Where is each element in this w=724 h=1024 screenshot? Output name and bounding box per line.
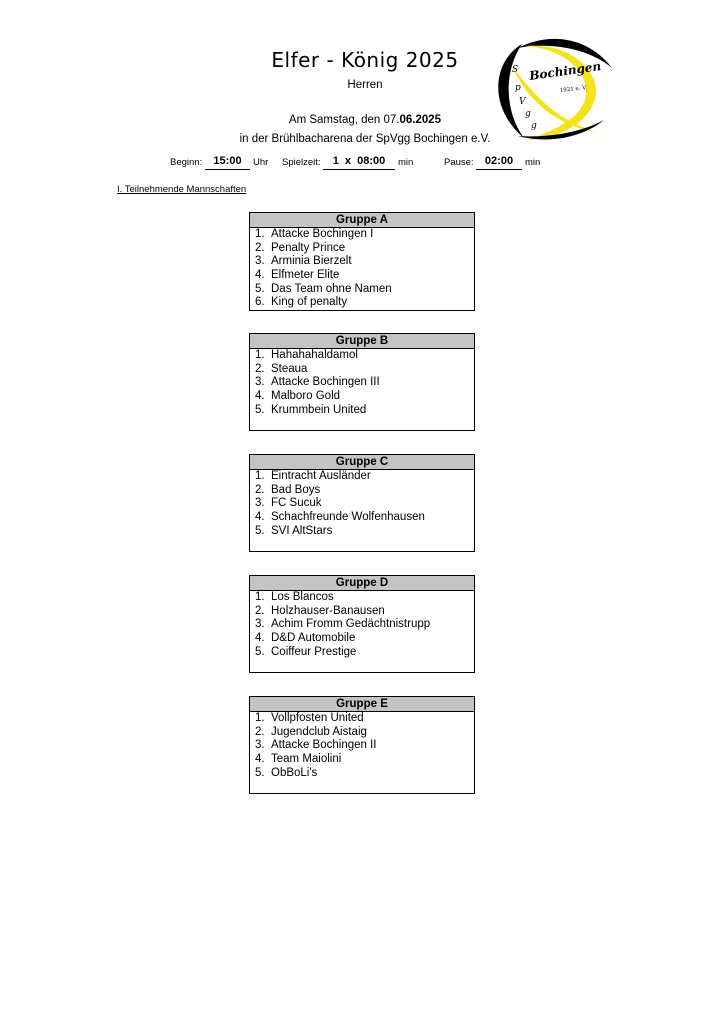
start-unit: Uhr [253,157,269,168]
team-item: 2. Holzhauser-Banausen [255,604,385,617]
team-item: 5. Coiffeur Prestige [255,645,357,658]
date-bold: 06.2025 [399,114,442,126]
group-box-d [249,575,475,673]
team-list [250,712,474,780]
page-title: Elfer - König 2025 [271,48,459,72]
group-header: Gruppe B [250,334,474,349]
group-box-a [249,212,475,311]
team-item: 3. Attacke Bochingen II [255,739,377,752]
logo-letter: S [512,65,519,75]
team-item: 5. Krummbein United [255,403,367,416]
start-label: Beginn: [170,157,203,168]
pause-unit: min [525,157,541,168]
group-header: Gruppe D [250,576,474,591]
team-item: 4. Team Maiolini [255,753,342,766]
group-box-b [249,333,475,431]
logo-letter: g [531,121,537,131]
group-header: Gruppe A [250,213,474,228]
team-list [250,470,474,538]
team-item: 2. Jugendclub Aistaig [255,725,367,738]
team-item: 1. Attacke Bochingen I [255,228,374,240]
playtime-value: 1 x 08:00 [323,155,395,170]
team-item: 5. ObBoLi's [255,766,318,779]
team-item: 1. Hahahahaldamol [255,349,358,361]
team-item: 4. Schachfreunde Wolfenhausen [255,511,425,524]
date-prefix: Am Samstag, den 07. [288,114,400,126]
team-item: 5. Das Team ohne Namen [255,282,392,295]
team-item: 3. Arminia Bierzelt [255,255,352,268]
team-item: 2. Penalty Prince [255,241,346,254]
venue-line: in der Brühlbacharena der SpVgg Bochingen e.V. [239,133,491,145]
section-title: I. Teilnehmende Mannschaften [117,184,247,195]
group-box-e [249,696,475,794]
playtime-label: Spielzeit: [282,157,321,168]
team-item: 3. FC Sucuk [255,497,322,510]
team-item: 3. Achim Fromm Gedächtnistrupp [255,618,431,631]
logo-founded: 1921 e. V. [559,85,588,94]
team-list [250,591,474,659]
logo-letter: V [519,97,526,107]
team-item: 2. Bad Boys [255,483,321,496]
team-list [250,349,474,417]
pause-value: 02:00 [476,155,522,170]
team-item: 1. Vollpfosten United [255,712,364,724]
logo-letter: g [525,109,531,119]
playtime-unit: min [398,157,414,168]
team-list [250,228,474,310]
team-item: 2. Steaua [255,362,308,375]
date-line [200,114,530,126]
team-item: 1. Eintracht Ausländer [255,470,371,482]
group-box-c [249,454,475,552]
team-item: 4. Malboro Gold [255,390,341,403]
team-item: 1. Los Blancos [255,591,334,603]
club-logo [488,38,618,144]
group-header: Gruppe C [250,455,474,470]
group-header: Gruppe E [250,697,474,712]
pause-label: Pause: [444,157,474,168]
category-label: Herren [347,79,383,91]
team-item: 4. D&D Automobile [255,632,356,645]
logo-club-name: Bochingen [528,59,602,83]
team-item: 6. King of penalty [255,296,348,309]
team-item: 5. SVI AltStars [255,524,333,537]
start-value: 15:00 [205,155,250,170]
logo-letter: p [515,83,521,93]
team-item: 4. Elfmeter Elite [255,269,340,282]
schedule-line [0,157,724,173]
team-item: 3. Attacke Bochingen III [255,376,380,389]
